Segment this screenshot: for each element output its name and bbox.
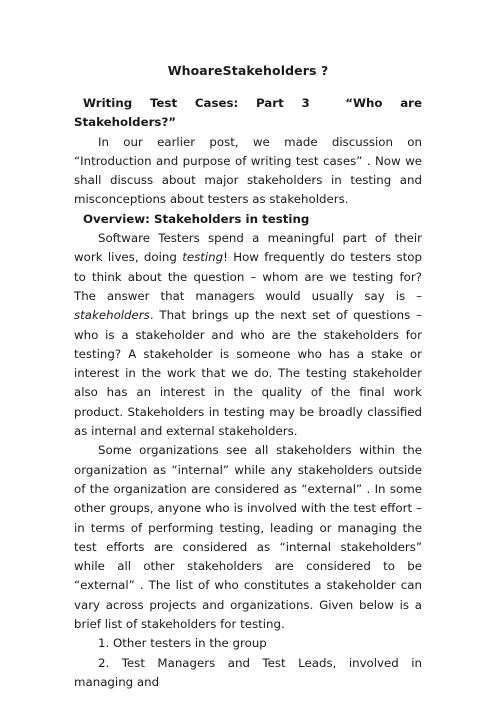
overview-p1-part-b: ! How frequently do testers stop to think about the question – whom are we testing for? The answer that managers would usually say is – <box>74 250 422 303</box>
overview-paragraph-1 <box>74 229 422 441</box>
list-item: 1. Other testers in the group <box>98 636 267 651</box>
list-item: 2. Test Managers and Test Leads, involved in managing and <box>74 655 422 689</box>
overview-heading: Overview: Stakeholders in testing <box>83 211 310 226</box>
document-body <box>74 94 422 692</box>
overview-p1-emphasis-testing: testing <box>182 250 224 265</box>
document-title: WhoareStakeholders ? <box>167 63 329 78</box>
section-heading: Writing Test Cases: Part 3 “Who are Stakeholders?” <box>74 96 422 130</box>
intro-paragraph: In our earlier post, we made discussion on “Introduction and purpose of writing test cases” . Now we shall discuss about major stakeholders in testing and misconceptions about testers as stakeholders. <box>74 134 422 207</box>
overview-p1-emphasis-stakeholders: stakeholders <box>74 308 150 323</box>
overview-paragraph-2: Some organizations see all stakeholders within the organization as “internal” while any stakeholders outside of the organization are considered as “external” . In some other groups, anyone who is involved with the test effort – in terms of performing testing, leading or managing the test efforts are considered as “internal stakeholders” while all other stakeholders are considered to be “external” . The list of who constitutes a stakeholder can vary across projects and organizations. Given below is a brief list of stakeholders for testing. <box>74 443 422 632</box>
overview-p1-part-c: . That brings up the next set of questions – who is a stakeholder and who are the stakeholders for testing? A stakeholder is someone who has a stake or interest in the work that we do. The testing stakeholder also has an interest in the quality of the final work product. Stakeholders in testing may be broadly classified as internal and external stakeholders. <box>74 308 422 439</box>
overview-p1-part-a: Software Testers spend a meaningful part of their work lives, doing <box>74 231 422 265</box>
